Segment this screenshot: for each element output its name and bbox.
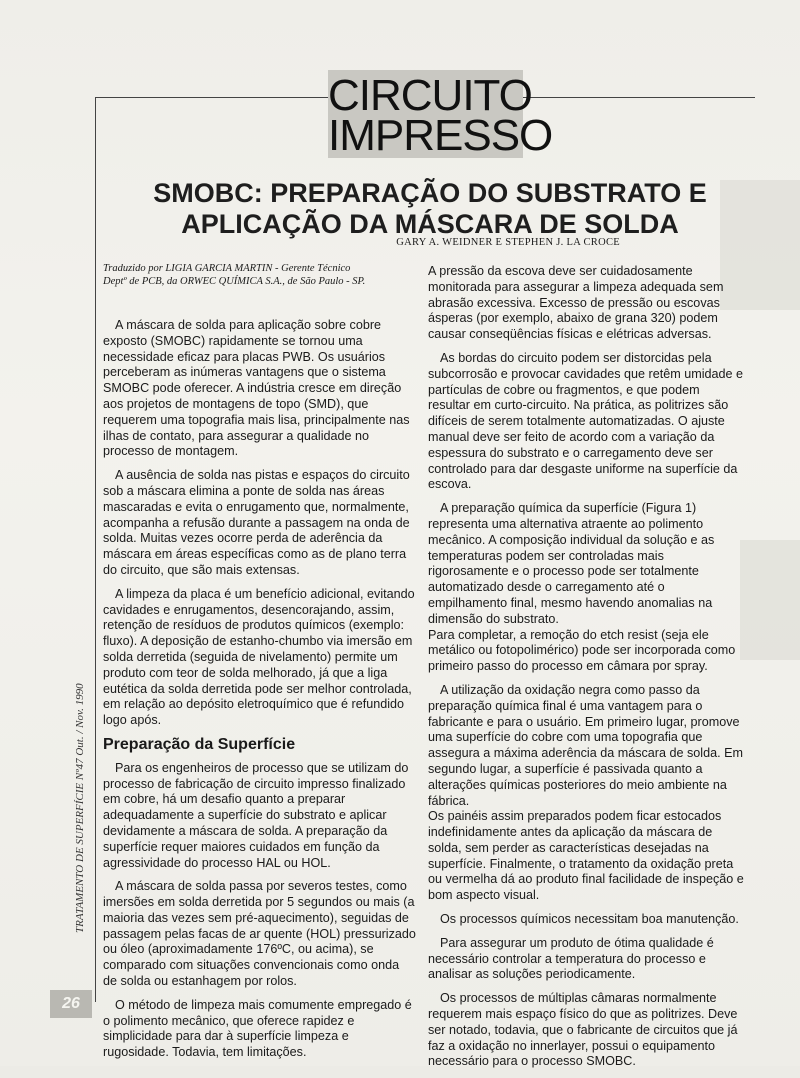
translator-credit [103,262,423,288]
translator-line1: Traduzido por LIGIA GARCIA MARTIN - Gerente Técnico [103,263,351,274]
paragraph: O método de limpeza mais comumente empregado é o polimento mecânico, que oferece rapidez e simplicidade para dar à superfície limpeza e rugosidade. Todavia, tem limitações. [103,997,412,1060]
translator-line2: Deptº de PCB, da ORWEC QUÍMICA S.A., de São Paulo - SP. [103,276,366,287]
section-label-line2: IMPRESSO [328,111,553,160]
left-column [103,318,416,1069]
paragraph: A utilização da oxidação negra como passo da preparação química final é uma vantagem para o fabricante e para o usuário. Em primeiro lugar, promove uma superfície do cobre com uma topografia que assegura a máxima aderência da máscara de solda. Em segundo lugar, a superfície é passivada quanto a alterações químicas posteriores do meio ambiente na fábrica. [428,682,744,808]
right-column [428,264,744,1078]
paragraph: A limpeza da placa é um benefício adicional, evitando cavidades e enrugamentos, desencorajando, assim, retenção de resíduos de produtos químicos (exemplo: fluxo). A deposição de estanho-chumbo via imersão em solda derretida (seguida de nivelamento) permite um produto com teor de solda melhorado, já que a liga eutética da solda derretida pode ser melhor controlada, em relação ao depósito eletroquímico que é refundido logo após. [103,586,415,728]
paragraph: Para assegurar um produto de ótima qualidade é necessário controlar a temperatura do processo e analisar as soluções periodicamente. [428,935,714,982]
paragraph: Os processos químicos necessitam boa manutenção. [440,912,739,927]
paragraph: Os processos de múltiplas câmaras normalmente requerem mais espaço físico do que as politrizes. Deve ser notado, todavia, que o fabricante de circuitos que já faz a oxidação no innerlayer, possui o equipamento necessário para o processo SMOBC. [428,991,738,1069]
paragraph: As bordas do circuito podem ser distorcidas pela subcorrosão e provocar cavidades que retêm umidade e partículas de cobre ou fragmentos, e que podem resultar em curto-circuito. Na prática, as politrizes são difíceis de serem totalmente automatizadas. O ajuste manual deve ser feito de acordo com a variação da espessura do substrato e o carregamento deve ser controlado para dar desgaste uniforme na superfície da escova. [428,350,744,492]
paragraph: A pressão da escova deve ser cuidadosamente monitorada para assegurar a limpeza adequada sem abrasão excessiva. Excesso de pressão ou escovas ásperas (por exemplo, abaixo de grana 320) podem causar conseqüências físicas e elétricas adversas. [428,264,724,342]
paragraph: Para os engenheiros de processo que se utilizam do processo de fabricação de circuito impresso finalizado em cobre, há um desafio quanto a preparar adequadamente a superfície do substrato e aplicar devidamente a máscara de solda. A preparação da superfície requer maiores cuidados em função da agressividade do processo HAL ou HOL. [103,760,409,870]
running-footer-vertical [74,668,94,933]
article-title-line1: SMOBC: PREPARAÇÃO DO SUBSTRATO E [153,178,707,208]
page-number: 26 [50,990,92,1018]
paragraph: A máscara de solda passa por severos testes, como imersões em solda derretida por 5 segundos ou mais (a maioria das vezes sem pré-aquecimento), seguidas de passagem pelas facas de ar quente (HOL) pressurizado ou óleo (aproximadamente 176ºC, ou acima), se comparado com situações convencionais como onda de solda ou estanhagem por rolos. [103,879,416,989]
publication-info: TRATAMENTO DE SUPERFÍCIE Nº47 Out. / Nov. 1990 [74,683,86,933]
article-title-line2: APLICAÇÃO DA MÁSCARA DE SOLDA [181,209,679,239]
frame-left-rule [95,97,96,1002]
paragraph: Os painéis assim preparados podem ficar estocados indefinidamente antes da aplicação da máscara de solda, sem perder as características desejadas na superfície. Finalmente, o tratamento da oxidação preta ou vermelha dá ao produto final facilidade de inspeção e bom aspecto visual. [428,809,744,903]
section-label [328,70,553,160]
paragraph: A ausência de solda nas pistas e espaços do circuito sob a máscara elimina a ponte de solda nas áreas mascaradas e evita o enrugamento que, normalmente, acompanha a refusão durante a passagem na onda de solda. Muitas vezes ocorre perda de aderência da máscara em áreas específicas como as de plano terra do circuito, que são mais extensas. [103,468,410,577]
paragraph: A máscara de solda para aplicação sobre cobre exposto (SMOBC) rapidamente se tornou uma necessidade eficaz para placas PWB. Os usuários perceberam as inúmeras vantagens que o sistema SMOBC pode oferecer. A indústria cresce em direção aos projetos de montagens de topo (SMD), que requerem uma topografia mais lisa, principalmente nas ilhas de contato, para assegurar a qualidade no processo de montagem. [103,318,410,459]
bleed-through-block [740,540,800,660]
section-heading: Preparação da Superfície [103,735,296,753]
paragraph: A preparação química da superfície (Figura 1) representa uma alternativa atraente ao polimento mecânico. A composição individual da solução e as temperaturas podem ser controladas mais rigorosamente e o processo pode ser totalmente automatizado desde o carregamento até o empilhamento final, mesmo havendo anomalias na dimensão do substrato. [428,501,715,626]
article-title [100,178,760,240]
paragraph: Para completar, a remoção do etch resist (seja ele metálico ou fotopolimérico) pode ser incorporada como primeiro passo do processo em câmara por spray. [428,627,736,674]
section-label-line1: CIRCUITO [328,71,532,120]
article-authors: GARY A. WEIDNER E STEPHEN J. LA CROCE [396,237,620,248]
